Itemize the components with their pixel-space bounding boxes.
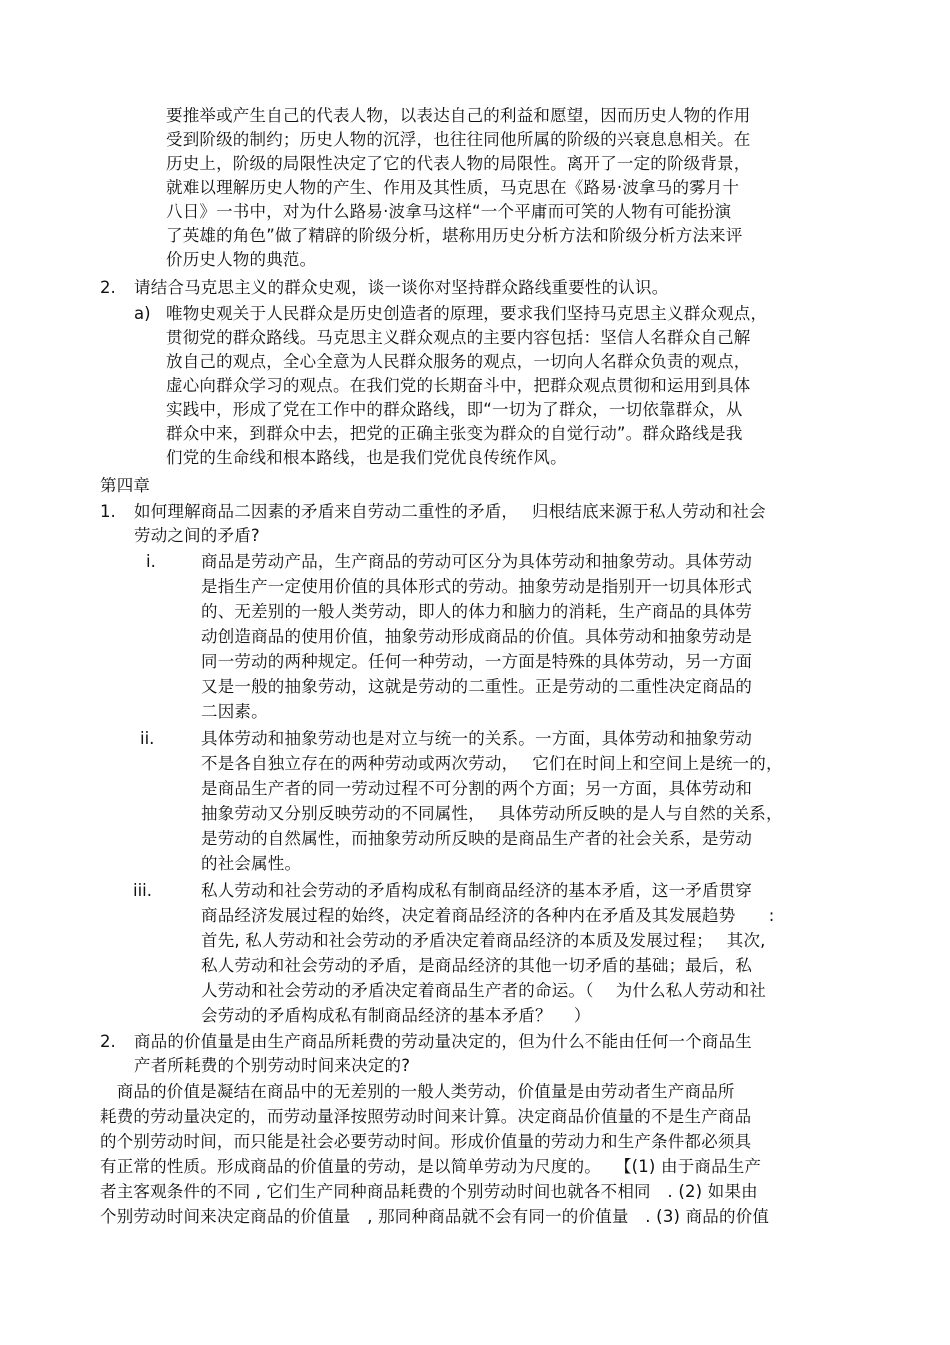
chapter-title: 第四章 — [100, 476, 151, 495]
text-line: 了英雄的角色”做了精辟的阶级分析，堪称用历史分析方法和阶级分析方法来评 — [166, 226, 743, 245]
text-line: 人劳动和社会劳动的矛盾决定着商品生产者的命运。（ 为什么私人劳动和社 — [201, 981, 766, 1000]
text-line: 会劳动的矛盾构成私有制商品经济的基本矛盾？ ） — [201, 1006, 591, 1025]
text-line: 抽象劳动又分别反映劳动的不同属性， 具体劳动所反映的是人与自然的关系， — [201, 804, 783, 823]
text-line: 个别劳动时间来决定商品的价值量 , 那同种商品就不会有同一的价值量 . (3) 商品的价值 — [100, 1207, 770, 1226]
question-text: 请结合马克思主义的群众史观，谈一谈你对坚持群众路线重要性的认识。 — [134, 278, 669, 297]
text-line: 动创造商品的使用价值，抽象劳动形成商品的价值。具体劳动和抽象劳动是 — [201, 627, 753, 646]
text-line: 受到阶级的制约；历史人物的沉浮，也往往同他所属的阶级的兴衰息息相关。在 — [166, 130, 751, 149]
question-text: 商品的价值量是由生产商品所耗费的劳动量决定的，但为什么不能由任何一个商品生 — [134, 1032, 752, 1051]
text-line: 的社会属性。 — [201, 854, 302, 873]
text-line: 耗费的劳动量决定的，而劳动量泽按照劳动时间来计算。决定商品价值量的不是生产商品 — [100, 1107, 752, 1126]
text-line: 的、无差别的一般人类劳动，即人的体力和脑力的消耗，生产商品的具体劳 — [201, 602, 753, 621]
item-label: iii. — [133, 881, 152, 900]
text-line: 价历史人物的典范。 — [166, 250, 317, 269]
text-line: 们党的生命线和根本路线，也是我们党优良传统作风。 — [166, 448, 567, 467]
text-line: 不是各自独立存在的两种劳动或两次劳动， 它们在时间上和空间上是统一的， — [201, 754, 783, 773]
text-line: 私人劳动和社会劳动的矛盾，是商品经济的其他一切矛盾的基础；最后，私 — [201, 956, 753, 975]
text-line: 商品经济发展过程的始终，决定着商品经济的各种内在矛盾及其发展趋势 : — [201, 906, 775, 925]
text-line: 又是一般的抽象劳动，这就是劳动的二重性。正是劳动的二重性决定商品的 — [201, 677, 753, 696]
text-line: 就难以理解历史人物的产生、作用及其性质，马克思在《路易·波拿马的雾月十 — [166, 178, 740, 197]
text-line: 同一劳动的两种规定。任何一种劳动，一方面是特殊的具体劳动，另一方面 — [201, 652, 753, 671]
text-line: 具体劳动和抽象劳动也是对立与统一的关系。一方面，具体劳动和抽象劳动 — [201, 729, 753, 748]
text-line: 首先, 私人劳动和社会劳动的矛盾决定着商品经济的本质及发展过程； 其次, — [201, 931, 766, 950]
question-text: 如何理解商品二因素的矛盾来自劳动二重性的矛盾， 归根结底来源于私人劳动和社会 — [134, 502, 766, 521]
text-line: 商品是劳动产品，生产商品的劳动可区分为具体劳动和抽象劳动。具体劳动 — [201, 552, 753, 571]
question-text: 劳动之间的矛盾? — [134, 526, 260, 545]
text-line: 八日》一书中，对为什么路易·波拿马这样“一个平庸而可笑的人物有可能扮演 — [166, 202, 732, 221]
text-line: 贯彻党的群众路线。马克思主义群众观点的主要内容包括：坚信人名群众自己解 — [166, 328, 751, 347]
text-line: 商品的价值是凝结在商品中的无差别的一般人类劳动，价值量是由劳动者生产商品所 — [100, 1082, 735, 1101]
text-line: 要推举或产生自己的代表人物，以表达自己的利益和愿望，因而历史人物的作用 — [166, 106, 751, 125]
text-line: 是指生产一定使用价值的具体形式的劳动。抽象劳动是指别开一切具体形式 — [201, 577, 753, 596]
item-label: i. — [146, 552, 156, 571]
text-line: 是商品生产者的同一劳动过程不可分割的两个方面；另一方面，具体劳动和 — [201, 779, 753, 798]
text-line: 有正常的性质。形成商品的价值量的劳动，是以简单劳动为尺度的。 【(1) 由于商品生产 — [100, 1157, 762, 1176]
text-line: 群众中来，到群众中去，把党的正确主张变为群众的自觉行动”。群众路线是我 — [166, 424, 743, 443]
text-line: 唯物史观关于人民群众是历史创造者的原理，要求我们坚持马克思主义群众观点， — [166, 304, 768, 323]
text-line: 的个别劳动时间，而只能是社会必要劳动时间。形成价值量的劳动力和生产条件都必须具 — [100, 1132, 752, 1151]
text-line: 二因素。 — [201, 702, 268, 721]
text-line: 放自己的观点，全心全意为人民群众服务的观点，一切向人名群众负责的观点， — [166, 352, 751, 371]
text-line: 历史上，阶级的局限性决定了它的代表人物的局限性。离开了一定的阶级背景， — [166, 154, 751, 173]
text-line: 者主客观条件的不同 , 它们生产同种商品耗费的个别劳动时间也就各不相同 . (2) 如果由 — [100, 1182, 758, 1201]
text-line: 是劳动的自然属性，而抽象劳动所反映的是商品生产者的社会关系，是劳动 — [201, 829, 753, 848]
question-text: 产者所耗费的个别劳动时间来决定的? — [134, 1056, 411, 1075]
item-label: ii. — [140, 729, 155, 748]
question-number: 2. — [100, 278, 116, 297]
text-line: 实践中，形成了党在工作中的群众路线，即“一切为了群众，一切依靠群众，从 — [166, 400, 743, 419]
question-number: 1. — [100, 502, 116, 521]
answer-label: a) — [134, 304, 151, 323]
question-number: 2. — [100, 1032, 116, 1051]
text-line: 虚心向群众学习的观点。在我们党的长期奋斗中，把群众观点贯彻和运用到具体 — [166, 376, 751, 395]
text-line: 私人劳动和社会劳动的矛盾构成私有制商品经济的基本矛盾，这一矛盾贯穿 — [201, 881, 753, 900]
